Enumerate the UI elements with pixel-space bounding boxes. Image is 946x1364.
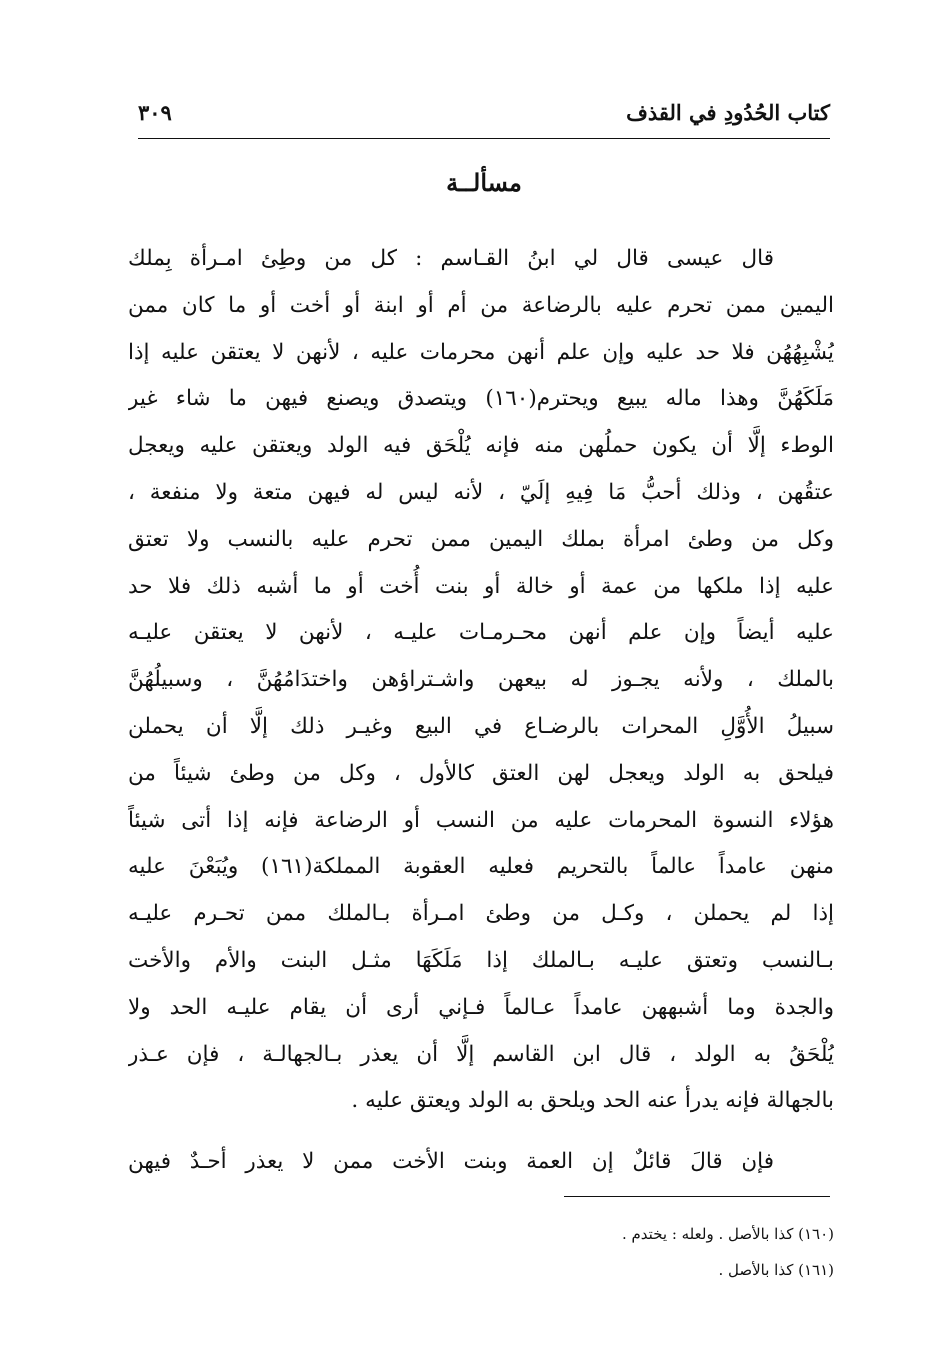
book-title: كتاب الحُدُودِ في القذف	[626, 100, 830, 125]
footnote-rule	[564, 1196, 830, 1197]
text-line: عليه إذا ملكها من عمة أو خالة أو بنت أُخت أو ما أشبه ذلك فلا حد	[128, 573, 834, 599]
body-text	[128, 236, 834, 1186]
text-line: بالملك ، ولأنه يجـوز له بيعهن واشـتراؤهن واختدَامُهُنَّ ، وسبيلُهُنَّ	[128, 667, 834, 693]
page-number: ٣٠٩	[138, 100, 172, 125]
text-line: والجدة وما أشبههن عامداً عـالماً فـإني أرى أن يقام عليـه الحد ولا	[128, 994, 834, 1020]
paragraph	[128, 1139, 834, 1186]
text-line: فيلحق به الولد ويعجل لهن العتق كالأول ، وكل من وطئ شيئاً من	[128, 760, 834, 786]
section-title: مسألــة	[446, 168, 522, 197]
footnotes	[400, 1216, 834, 1288]
text-line: يُشْبِهُهُن فلا حد عليه وإن علم أنهن محرمات عليه ، لأنهن لا يعتقن عليه إذا	[128, 339, 834, 365]
text-line: فإن قالَ قائلٌ إن العمة وبنت الأخت ممن لا يعذر أحـدٌ فيهن	[128, 1149, 774, 1175]
paragraph-gap	[128, 1125, 834, 1139]
text-line: إذا لم يحملن ، وكـل من وطئ امـرأة بـالملك ممن تحـرم عليـه	[128, 901, 834, 927]
text-line: مَلَكَهُنَّ وهذا ماله يبيع ويحترم(١٦٠) ويتصدق ويصنع فيهن ما شاء غير	[128, 386, 834, 412]
footnote: (١٦١) كذا بالأصل .	[718, 1261, 834, 1279]
text-line: عتقُهن ، وذلك أحبُّ مَا فِيهِ إلَيّ ، لأنه ليس له فيهن متعة ولا منفعة ،	[128, 479, 834, 505]
text-line: الوطء إلَّا أن يكون حملُهن منه فإنه يُلْحَق فيه الولد ويعتقن عليه ويعجل	[128, 433, 834, 459]
running-header	[138, 100, 830, 134]
text-line: سبيلُ الأُوَّلِ المحرات بالرضـاع في البيع وغيـر ذلك إلَّا أن يحملن	[128, 713, 834, 739]
header-rule	[138, 138, 830, 139]
text-line: وكل من وطئ امرأة بملك اليمين ممن تحرم عليه بالنسب ولا تعتق	[128, 526, 834, 552]
text-line: منهن عامداً عالماً بالتحريم فعليه العقوبة المملكة(١٦١) ويُبَعْنَ عليه	[128, 854, 834, 880]
text-line: اليمين ممن تحرم عليه بالرضاعة من أم أو ابنة أو أخت أو ما كان ممن	[128, 292, 834, 318]
text-line: بالجهالة فإنه يدرأ عنه الحد ويلحق به الولد ويعتق عليه .	[351, 1088, 834, 1114]
paragraph	[128, 236, 834, 1125]
footnote: (١٦٠) كذا بالأصل . ولعله : يختدم .	[621, 1225, 834, 1243]
text-line: هؤلاء النسوة المحرمات عليه من النسب أو الرضاعة فإنه إذا أتى شيئاً	[128, 807, 834, 833]
text-line: قال عيسى قال لي ابنُ القـاسم : كل من وطِئ امـرأة بِملك	[128, 246, 774, 271]
text-line: عليه أيضاً وإن علم أنهن محـرمـات عليـه ، لأنهن لا يعتقن عليـه	[128, 620, 834, 646]
text-line: يُلْحَقُ به الولد ، قال ابن القاسم إلَّا أن يعذر بـالجهالـة ، فإن عـذر	[128, 1041, 834, 1067]
text-line: بـالنسب وتعتق عليـه بـالملك إذا مَلَكَهَا مثـل البنت والأم والأخت	[128, 947, 834, 973]
